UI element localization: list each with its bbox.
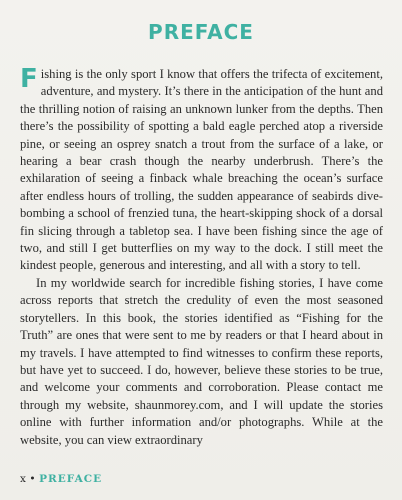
page-title: PREFACE <box>148 20 254 44</box>
page-footer <box>20 473 102 485</box>
footer-separator: • <box>29 473 37 485</box>
paragraph-2: In my worldwide search for incredible fishing stories, I have come across reports that stretch the credulity of even the most seasoned storytellers. In this book, the stories identified as “Fishing for the Truth” are ones that were sent to me by readers or that I heard about in my travels. I have attempted to find witnesses to confirm these reports, but have yet to succeed. I do, however, believe these stories to be true, and welcome your comments and corroboration. Please contact me through my website, shaunmorey.com, and I will update the stories online with further information and/or photographs. While at the website, you can view extraordinary <box>20 275 383 447</box>
page-number: x <box>20 473 27 485</box>
paragraph-1 <box>20 66 383 275</box>
running-head: PREFACE <box>39 473 103 485</box>
drop-cap: F <box>20 64 38 94</box>
body-text <box>20 66 383 449</box>
paragraph-1-text: ishing is the only sport I know that offers the trifecta of excitement, adventure, and mystery. It’s there in the anticipation of the hunt and the thrilling notion of raising an unknown lunker from the depths. Then there’s the possibility of spotting a bald eagle perched atop a riverside pine, or seeing an osprey snatch a trout from the surface of a lake, or hearing a bear crash though the nearby underbrush. There’s the exhilaration of seeing a finback whale breaching the ocean’s surface after endless hours of trolling, the sudden appearance of seabirds dive-bombing a school of frenzied tuna, the heart-skipping shock of a dorsal fin slicing through a tabletop sea. I have been fishing since the age of two, and still I get butterflies on my way to the dock. I still meet the kindest people, generous and interesting, and all with a story to tell. <box>20 67 383 273</box>
